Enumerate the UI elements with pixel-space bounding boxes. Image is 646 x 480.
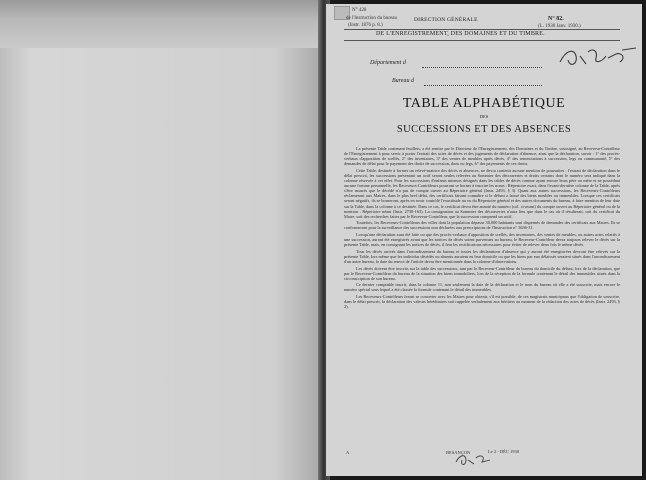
left-page-blank	[0, 0, 322, 480]
paragraph: Toutefois, les Receveurs-Contrôleurs des villes dont la population dépasse 30,000 habitants sont dispensés de demander des certificats aux Maires. Ils se conformeront pour la surveillance des successions non déclarées aux prescriptions de l'Instruction n° 3636-31.	[344, 220, 620, 231]
title-main: TABLE ALPHABÉTIQUE	[402, 96, 566, 111]
header-subtitle: DE L'ENREGISTREMENT, DES DOMAINES ET DU TIMBRE.	[376, 31, 545, 37]
paragraph: Les décès doivent être inscrits sur la table des successions, tant par le Receveur-Contrôleur du bureau du domicile du défunt, lors de la déclaration, que par le Receveur-Contrôleur du bureau de la situation des biens immobiliers, lors de la réception de la formule contenant le détail des immeubles situés dans la circonscription de son bureau.	[344, 265, 620, 281]
footer-place-prefix: A	[346, 450, 350, 455]
footer-date-stamp: Le 2 - DÉC 1930	[488, 449, 519, 454]
header-number: N° 428	[352, 8, 367, 13]
header-instruction-ref: (Instr. 1876 p. 8.)	[348, 23, 383, 28]
header-direction: DIRECTION GÉNÉRALE	[414, 17, 478, 23]
handwritten-signature-bottom	[454, 452, 494, 468]
title-subtitle: SUCCESSIONS ET DES ABSENCES	[396, 124, 572, 135]
footer-city: BESANÇON	[446, 450, 471, 455]
bureau-label: Bureau d	[392, 78, 414, 84]
departement-label: Département d	[370, 60, 406, 66]
header-rule-top	[344, 29, 620, 30]
paragraph: Les Receveurs-Contrôleurs feront se concerter avec les Maires pour obtenir, s'il est possible, de ces magistrats municipaux que l'obligation de souscrire, dans le délai prescrit, la déclaration des valeurs héréditaires soit rappelée verbalement aux héritiers au moment de la rédaction des actes de décès (Instr. 2493, § 2).	[344, 294, 620, 310]
register-cover-page	[326, 4, 642, 476]
form-number: N° 82.	[548, 16, 564, 22]
title-connector: DES	[479, 114, 489, 119]
paragraph: La présente Table contenant feuillets, a été remise par le Directeur de l'Enregistrement, des Domaines et du Timbre, soussigné, au Receveur-Contrôleur de l'Enregistrement à pour servir à porter l'extrait des actes de décès et des jugements de déclaration d'absence, ainsi que la déclaration, savoir : 1° des procès-verbaux d'apposition de scellés, 2° des inventaires, 3° des ventes de meubles après décès, 4° des renonciations à succession, legs ou communauté, 5° des demandes de délai pour le payement des droits de succession, dons ou legs, 6° des payements de ces droits.	[344, 146, 620, 167]
paragraph: Ce dernier comptable inscrit, dans la colonne 11, non seulement la date de la déclaration et le nom du bureau où elle a été souscrite, mais encore le numéro spécial sous lequel a été classée la formule contenant le détail des immeubles.	[344, 282, 620, 293]
departement-dotted-line	[422, 67, 542, 68]
bureau-dotted-line	[424, 85, 542, 86]
handwritten-signature-top	[556, 42, 640, 72]
instructions-text	[344, 146, 620, 311]
left-page-shadow	[0, 0, 322, 48]
paragraph: Tous les décès arrivés dans l'arrondissement du bureau et toutes les déclarations d'absence qui y auront été enregistrées devront être relevés sur la présente Table, lors même que les individus décédés ou absents auraient eu leur domicile ou que les biens par eux délaissés seraient situés dans l'arrondissement d'un autre bureau, la date du renvoi de l'article devra être mentionnée dans la colonne d'observations.	[344, 248, 620, 264]
form-date: (L. 1930 Janv. 1930.)	[538, 24, 581, 29]
header-instruction: de l'Instruction du bureau	[346, 16, 398, 21]
paragraph: Lorsqu'une déclaration aura été faite ou que des procès-verbaux d'apposition de scellés, des inventaires, des ventes de meubles, ou autres actes relatifs à une succession, auront été enregistrés avant que les notices de décès soient parvenues au bureau, le Receveur-Contrôleur devra toujours relever le décès sur la présente Table, mais, en consignant les notices de décès, il fera les rectifications nécessaires pour éviter de relever deux fois le même décès.	[344, 232, 620, 248]
header-rule-bottom	[344, 40, 620, 41]
paragraph: Cette Table, destinée à former un relevé-matrice des décès et absences, ne devra contenir aucune mention de poursuites ; l'extrait de déclaration dans le délai prescrit, les successions présentant un actif seront seules relevées au Sommier des découvertes et droits certains dont le numéro sera indiqué dans la colonne réservée à cet effet. Pour les successions d'enfants mineurs désignés dans les tables de décès comme ayant encore leurs père ou mère et ne possédant aucune fortune personnelle, les Receveurs-Contrôleurs pourront se borner à inscrire les noms : Répertoire exact, dans l'avant-dernière colonne de la Table, après s'être assurés que le décédé n'a pas de compte ouvert au Répertoire général (Instr. 2493, § 3). Quant aux autres successions, les Receveurs-Contrôleurs réclameront aux Maires, dans le plus bref délai, des certificats faisant connaître si le défunt a laissé des biens meubles ou immeubles. Lorsque ces certificats seront négatifs, ils se borneront, après en avoir contrôlé l'exactitude au vu du Répertoire général et des autres documents du bureau, à faire mention de leur date sur la Table, dans la colonne à ce destinée. Dans ce cas, le certificat devra être annoté du numéro (col. ci-avant) du compte ouvert au Répertoire général ou de la mention : Répertoire néant (Instr. 2738-163). La consignation au Sommier des découvertes n'aura lieu que dans le cas où il résulterait, soit du certificat du Maire, soit des recherches faites par le Receveur-Contrôleur, que la succession comprend un actif.	[344, 167, 620, 219]
